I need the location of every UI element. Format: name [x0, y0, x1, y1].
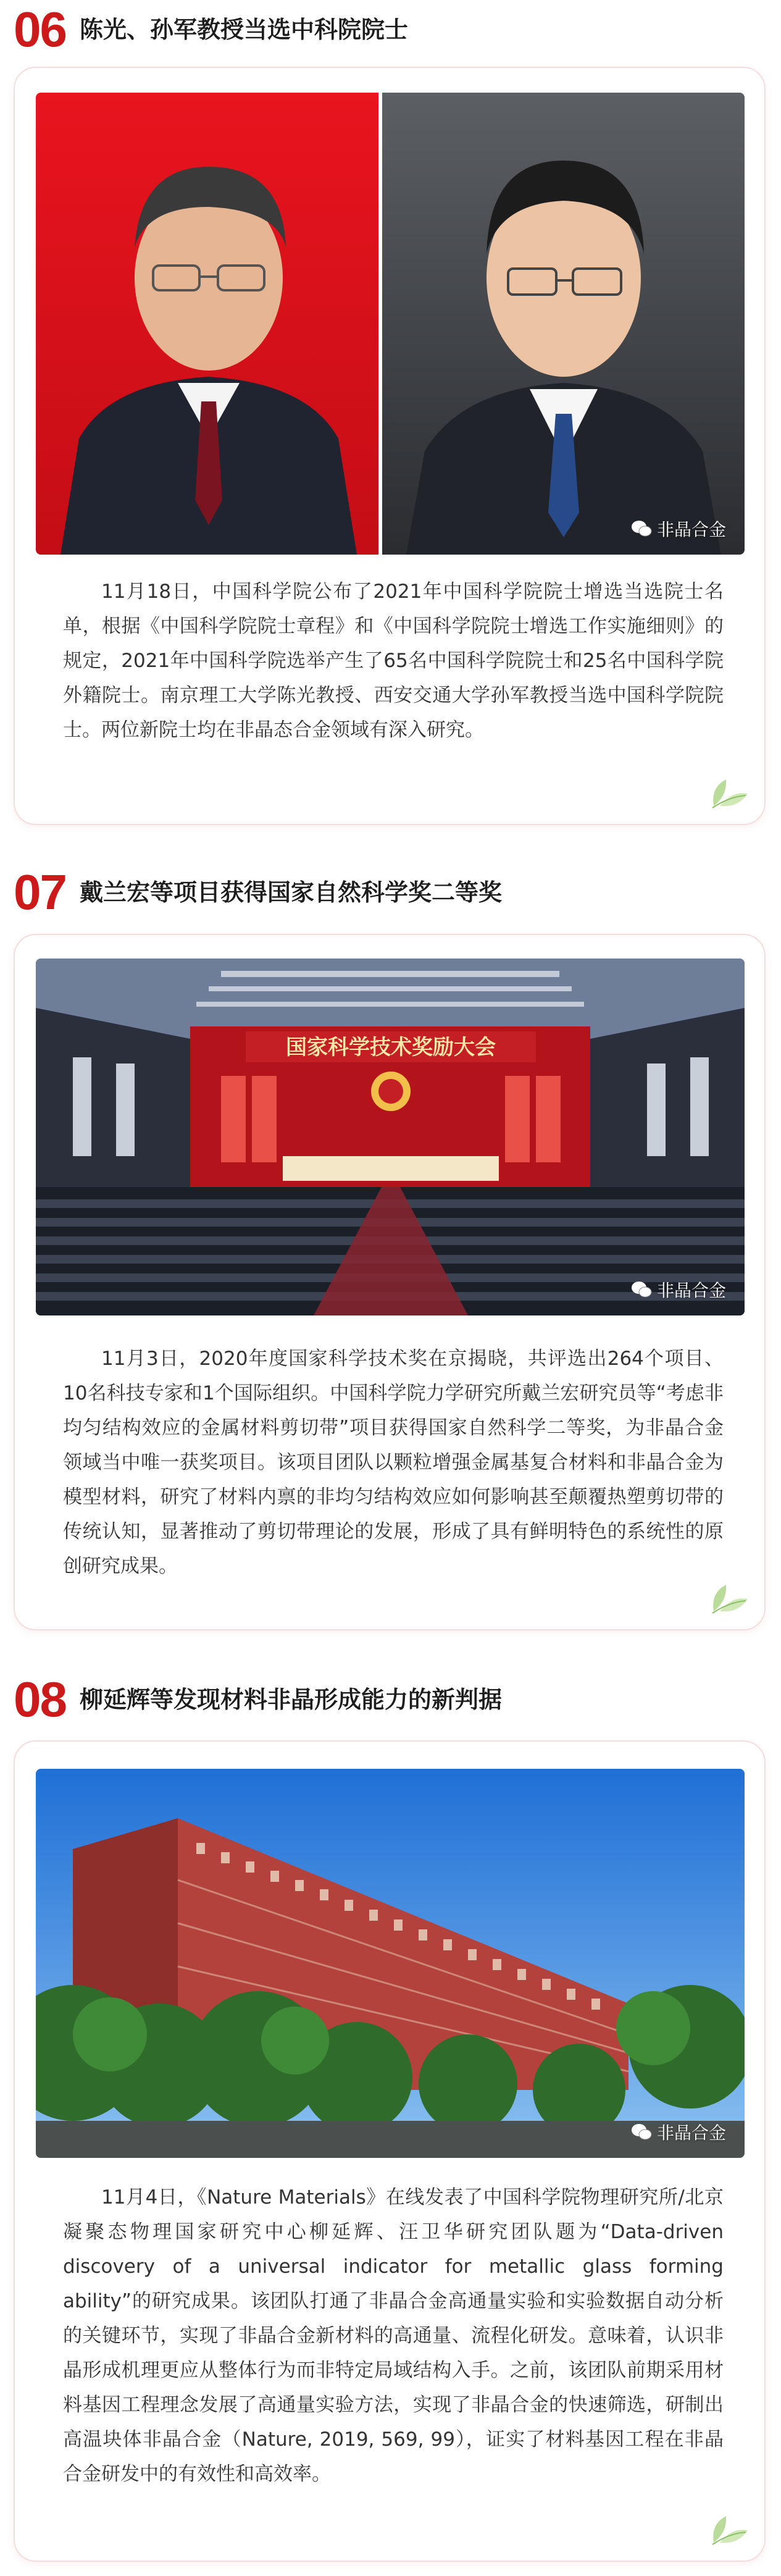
section-paragraph: 11月3日，2020年度国家科学技术奖在京揭晓，共评选出264个项目、10名科技专家和1个国际组织。中国科学院力学研究所戴兰宏研究员等“考虑非均匀结构效应的金属材料剪切带”项目获得国家自然科学二等奖，为非晶合金领域当中唯一获奖项目。该项目团队以颗粒增强金属基复合材料和非晶合金为模型材料，研究了材料内禀的非均匀结构效应如何影响甚至颠覆热塑剪切带的传统认知，显著推动了剪切带理论的发展，形成了具有鲜明特色的系统性的原创研究成果。 — [63, 1348, 724, 1577]
award-ceremony-photo — [36, 959, 745, 1315]
section-paragraph: 11月4日，《Nature Materials》在线发表了中国科学院物理研究所/北京凝聚态物理国家研究中心柳延辉、汪卫华研究团队题为“Data-driven discovery of a universal indicator for metallic glass forming ability”的研究成果。该团队打通了非晶合金高通量实验和实验数据自动分析的关键环节，实现了非晶合金新材料的高通量、流程化研发。意味着，认识非晶形成机理更应从整体行为而非特定局域结构入手。之前，该团队前期采用材料基因工程理念发展了高通量实验方法，实现了非晶合金的快速筛选，研制出高温块体非晶合金（Nature, 2019, 569, 99），证实了材料基因工程在非晶合金研发中的有效性和高效率。 — [63, 2186, 724, 2485]
section-header-06 — [14, 2, 408, 57]
section-header-07 — [14, 865, 502, 920]
leaf-decoration-icon — [708, 772, 751, 810]
section-title: 柳延辉等发现材料非晶形成能力的新判据 — [79, 1686, 502, 1713]
section-number: 07 — [14, 865, 66, 920]
watermark — [631, 516, 726, 541]
watermark-text: 非晶合金 — [656, 1280, 726, 1301]
section-paragraph: 11月18日，中国科学院公布了2021年中国科学院院士增选当选院士名单，根据《中国科学院院士章程》和《中国科学院院士增选工作实施细则》的规定，2021年中国科学院选举产生了65名中国科学院院士和25名中国科学院外籍院士。南京理工大学陈光教授、西安交通大学孙军教授当选中国科学院院士。两位新院士均在非晶态合金领域有深入研究。 — [63, 581, 724, 741]
section-card-08 — [14, 1740, 766, 2562]
section-title: 戴兰宏等项目获得国家自然科学奖二等奖 — [79, 879, 502, 906]
institute-building-photo — [36, 1769, 745, 2158]
section-card-06 — [14, 67, 766, 825]
watermark-text: 非晶合金 — [656, 2123, 726, 2143]
section-number: 08 — [14, 1672, 66, 1727]
leaf-decoration-icon — [708, 2509, 751, 2547]
leaf-decoration-icon — [708, 1577, 751, 1616]
section-title: 陈光、孙军教授当选中科院院士 — [79, 16, 408, 43]
academicians-photo — [36, 93, 745, 555]
wechat-icon — [631, 1280, 652, 1299]
watermark — [631, 1277, 726, 1302]
banner-text: 国家科学技术奖励大会 — [286, 1035, 496, 1060]
wechat-icon — [631, 2123, 652, 2141]
wechat-icon — [631, 519, 652, 538]
section-card-07 — [14, 934, 766, 1630]
watermark-text: 非晶合金 — [656, 519, 726, 540]
section-number: 06 — [14, 2, 66, 57]
section-header-08 — [14, 1672, 502, 1727]
watermark — [631, 2120, 726, 2144]
